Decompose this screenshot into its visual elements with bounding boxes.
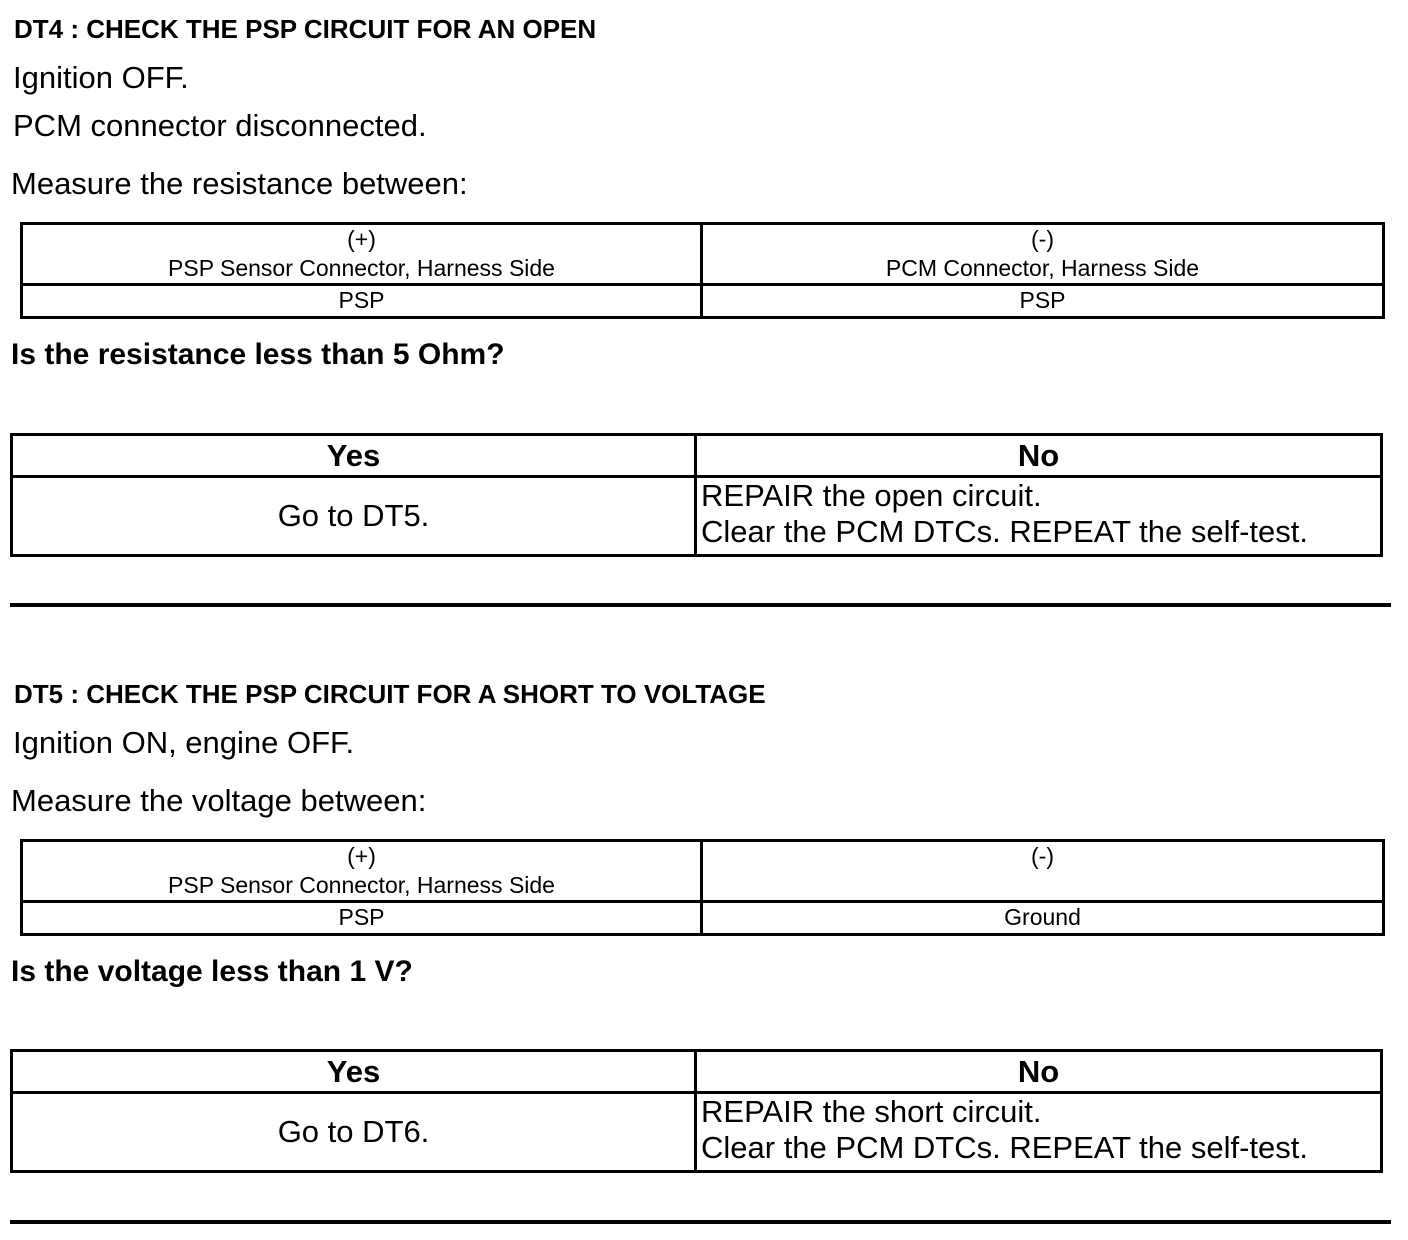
yes-header: Yes: [12, 1051, 696, 1093]
condition-pcm-disconnected: PCM connector disconnected.: [13, 108, 427, 143]
question-dt4: Is the resistance less than 5 Ohm?: [11, 338, 505, 371]
step-title-dt4: DT4 : CHECK THE PSP CIRCUIT FOR AN OPEN: [14, 14, 597, 44]
no-action: [696, 477, 1382, 556]
no-action-line-2: Clear the PCM DTCs. REPEAT the self-test.: [701, 1130, 1308, 1165]
negative-lead-header: [702, 841, 1384, 902]
negative-lead-header: [702, 224, 1384, 285]
measurement-table-dt5: [20, 839, 1385, 936]
no-action-line-1: REPAIR the open circuit.: [701, 478, 1042, 513]
negative-connector-label: PCM Connector, Harness Side: [885, 255, 1200, 281]
no-action-line-1: REPAIR the short circuit.: [701, 1094, 1042, 1129]
positive-lead-header: [22, 224, 702, 285]
measurement-table-dt4: [20, 222, 1385, 319]
no-header: No: [696, 1051, 1382, 1093]
condition-ignition-on: Ignition ON, engine OFF.: [13, 725, 355, 760]
no-action-line-2: Clear the PCM DTCs. REPEAT the self-test.: [701, 514, 1308, 549]
condition-ignition-off: Ignition OFF.: [13, 60, 189, 95]
positive-connector-label: PSP Sensor Connector, Harness Side: [168, 872, 555, 898]
question-dt5: Is the voltage less than 1 V?: [11, 955, 413, 988]
negative-pin-value: PSP: [702, 285, 1384, 318]
step-title-dt5: DT5 : CHECK THE PSP CIRCUIT FOR A SHORT TO VOLTAGE: [14, 679, 766, 709]
positive-sign: (+): [347, 843, 376, 869]
positive-pin-value: PSP: [22, 902, 702, 935]
result-table-dt4: [10, 433, 1383, 557]
section-divider: [10, 603, 1391, 607]
negative-pin-value: Ground: [702, 902, 1384, 935]
yes-action: Go to DT6.: [12, 1093, 696, 1172]
result-table-dt5: [10, 1049, 1383, 1173]
no-header: No: [696, 435, 1382, 477]
positive-pin-value: PSP: [22, 285, 702, 318]
yes-action: Go to DT5.: [12, 477, 696, 556]
positive-connector-label: PSP Sensor Connector, Harness Side: [168, 255, 555, 281]
positive-lead-header: [22, 841, 702, 902]
yes-header: Yes: [12, 435, 696, 477]
negative-sign: (-): [1031, 226, 1054, 252]
section-divider: [10, 1220, 1391, 1224]
negative-sign: (-): [1031, 843, 1054, 869]
measure-label-dt4: Measure the resistance between:: [11, 166, 468, 201]
measure-label-dt5: Measure the voltage between:: [11, 783, 427, 818]
no-action: [696, 1093, 1382, 1172]
positive-sign: (+): [347, 226, 376, 252]
